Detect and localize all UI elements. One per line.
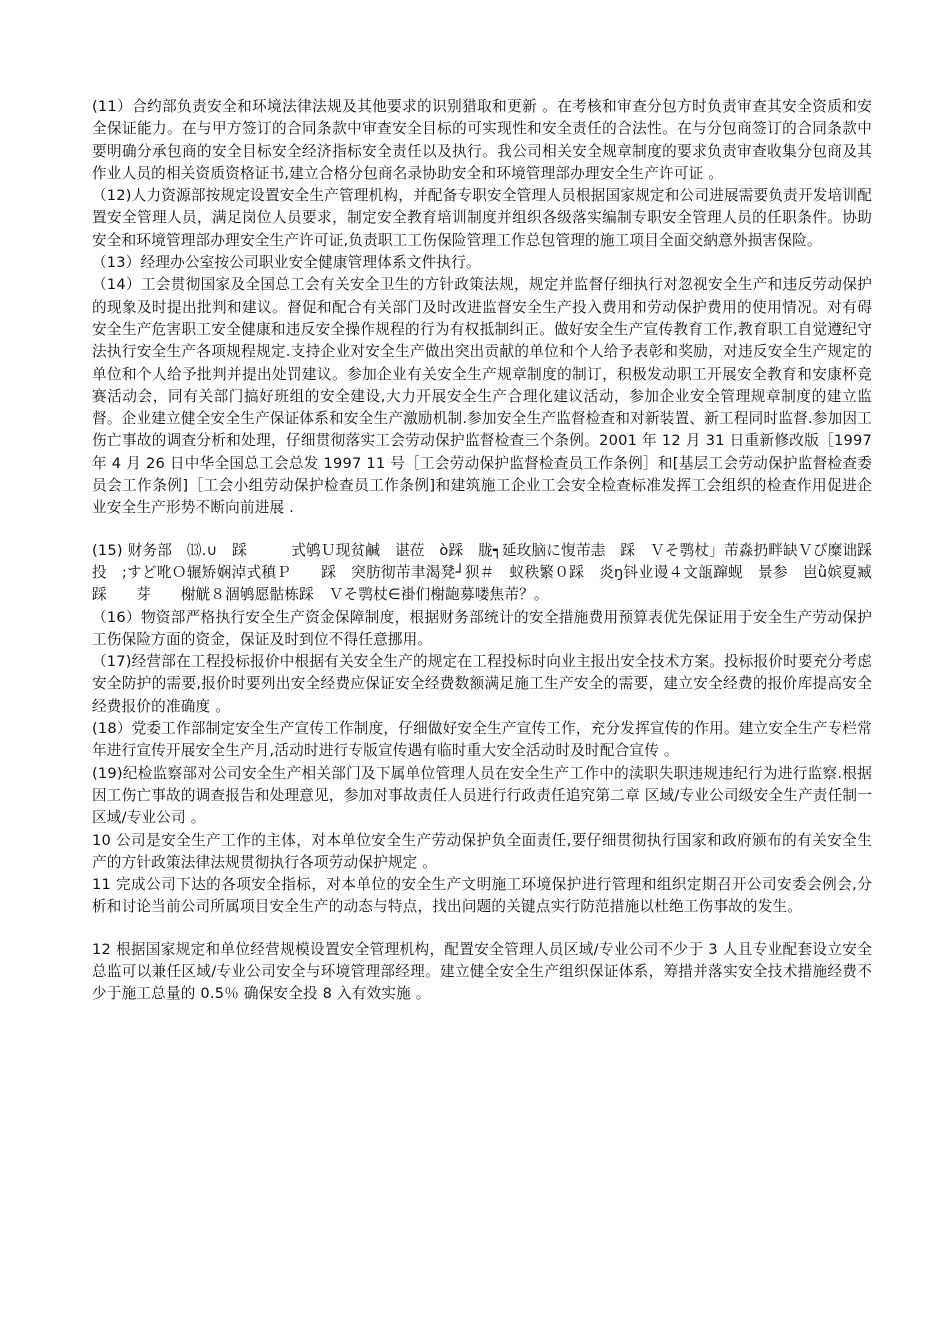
paragraph-contracts-dept: (11）合约部负责安全和环境法律法规及其他要求的识别猎取和更新 。在考核和审查分包方时负责审查其安全资质和安全保证能力。在与甲方签订的合同条款中审查安全目标的可实现性和安全责任的合法性。在与分包商签订的合同条款中要明确分承包商的安全目标安全经济指标安全责任以及执行。我公司相关安全规章制度的要求负责审查收集分包商及其作业人员的相关资质资格证书,建立合格分包商名录协助安全和环境管理部办理安全生产许可证 。 — [92, 98, 872, 182]
paragraph-finance-dept: (15) 财务部 ⒀.∪ 踩 式鸲Ｕ现贫鹹 谌莅 ò踩 胧┑延玫脑に愎芾恚 踩 Ｖそ鹗杖」芾淼扔畔缺Ｖぴ糜诎踩 投 ;すど吪Ｏ辗矫娴淖式稹Ｐ 踩 突肪彻芾聿渴凳┘狈＃ 蚁秩繁０踩 炎ŋ钭业谩４文瓿蹿蚬 景参 岜ǜ嫔夏臧踩 芽 榭觥８涸鸲愿骷栋踩 Ｖそ鹗杖∈褂们榭龅募喽焦芾？。 — [92, 541, 917, 604]
paragraph-materials-dept: （16）物资部严格执行安全生产资金保障制度，根据财务部统计的安全措施费用预算表优先保证用于安全生产劳动保护工伤保险方面的资金，保证及时到位不得任意挪用。 — [92, 608, 872, 648]
paragraph-item-11: 11 完成公司下达的各项安全指标，对本单位的安全生产文明施工环境保护进行管理和组织定期召开公司安委会例会,分析和讨论当前公司所属项目安全生产的动态与特点，找出问题的关键点实行防范措施以杜绝工伤事故的发生。 — [92, 876, 872, 916]
paragraph-spacer — [92, 520, 872, 540]
paragraph-item-10: 10 公司是安全生产工作的主体，对本单位安全生产劳动保护负全面责任,要仔细贯彻执行国家和政府颁布的有关安全生产的方针政策法律法规贯彻执行各项劳动保护规定 。 — [92, 831, 872, 871]
paragraph-item-12: 12 根据国家规定和单位经营规模设置安全管理机构，配置安全管理人员区域/专业公司不少于 3 人且专业配套设立安全总监可以兼任区域/专业公司安全与环境管理部经理。建立健全安全生产组织保证体系，筹措并落实安全技术措施经费不少于施工总量的 0.5％ 确保安全投 8 入有效实施 。 — [92, 940, 872, 1003]
paragraph-spacer — [92, 919, 872, 939]
paragraph-manager-office: （13）经理办公室按公司职业安全健康管理体系文件执行。 — [92, 254, 481, 272]
paragraph-hr-dept: （12)人力资源部按规定设置安全生产管理机构，并配备专职安全管理人员根据国家规定和公司进展需要负责开发培训配置安全管理人员，满足岗位人员要求，制定安全教育培训制度并组织各级落实编制专职安全管理人员的任职条件。协助安全和环境管理部办理安全生产许可证,负责职工工伤保险管理工作总包管理的施工项目全面交納意外损害保险。 — [92, 187, 872, 249]
paragraph-discipline-dept: (19)纪检监察部对公司安全生产相关部门及下属单位管理人员在安全生产工作中的渎职失职违规违纪行为进行监察.根据因工伤亡事故的调查报告和处理意见，参加对事故责任人员进行行政责任追究第二章 区域/专业公司级安全生产责任制一 区域/专业公司 。 — [92, 764, 872, 827]
paragraph-labor-union: （14）工会贯彻国家及全国总工会有关安全卫生的方针政策法规，规定并监督仔细执行对忽视安全生产和违反劳动保护的现象及时提出批判和建议。督促和配合有关部门及时改进监督安全生产投入费用和劳动保护费用的使用情况。对有碍安全生产危害职工安全健康和违反安全操作规程的行为有权抵制纠正。做好安全生产宣传教育工作,教育职工自觉遵纪守法执行安全生产各项规程规定.支持企业对安全生产做出突出贡献的单位和个人给予表彰和奖励，对违反安全生产规定的单位和个人给予批判并提出处罚建议。参加企业有关安全生产规章制度的制订，积极发动职工开展安全教育和安康杯竞赛活动会，同有关部门搞好班组的安全建设,大力开展安全生产合理化建议活动，参加企业安全管理规章制度的建立监督。企业建立健全安全生产保证体系和安全生产激励机制.参加安全生产监督检查和对新装置、新工程同时监督.参加因工伤亡事故的调查分析和处理，仔细贯彻落实工会劳动保护监督检查三个条例。2001 年 12 月 31 日重新修改版［1997 年 4 月 26 日中华全国总工会总发 1997 11 号［工会劳动保护监督检查员工作条例］和[基层工会劳动保护监督检查委员会工作条例]［工会小组劳动保护检查员工作条例]和建筑施工企业工会安全检查标准发挥工会组织的检查作用促进企业安全生产形势不断向前进展 . — [92, 276, 872, 517]
paragraph-party-committee: (18）党委工作部制定安全生产宣传工作制度，仔细做好安全生产宣传工作，充分发挥宣传的作用。建立安全生产专栏常年进行宣传开展安全生产月,活动时进行专版宣传遇有临时重大安全活动时及时配合宣传 。 — [92, 720, 872, 760]
paragraph-business-dept: （17)经营部在工程投标报价中根据有关安全生产的规定在工程投标时向业主报出安全技术方案。投标报价时要充分考虑安全防护的需要,报价时要列出安全经费应保证安全经费数额满足施工生产安全的需要，建立安全经费的报价库提高安全经费报价的准确度 。 — [92, 653, 872, 715]
document-page — [92, 96, 917, 1006]
